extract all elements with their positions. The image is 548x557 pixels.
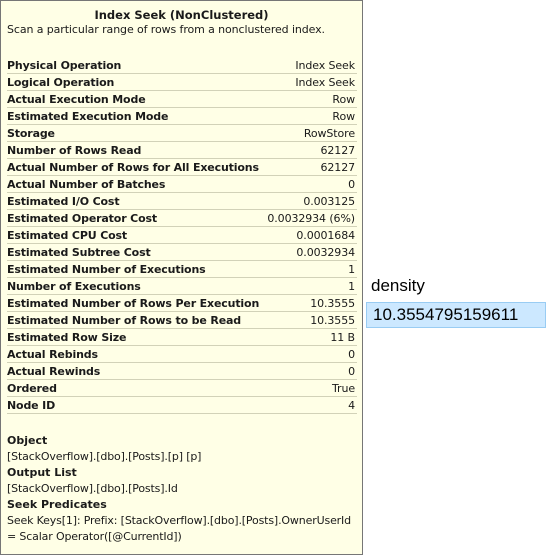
property-row [7, 329, 357, 346]
property-row [7, 227, 357, 244]
property-row [7, 244, 357, 261]
property-value: 0.0032934 (6%) [267, 211, 355, 225]
property-value: 0 [348, 347, 355, 361]
property-name: Estimated Number of Rows Per Execution [7, 296, 260, 310]
property-row [7, 57, 357, 74]
property-row [7, 278, 357, 295]
output-list-value: [StackOverflow].[dbo].[Posts].Id [7, 482, 178, 495]
property-value: 10.3555 [310, 313, 355, 327]
property-name: Logical Operation [7, 75, 115, 89]
property-row [7, 108, 357, 125]
object-section [7, 433, 362, 545]
property-value: 1 [348, 262, 355, 276]
property-name: Estimated Row Size [7, 330, 127, 344]
tooltip-title: Index Seek (NonClustered) [94, 8, 269, 22]
property-row [7, 193, 357, 210]
property-row [7, 312, 357, 329]
seek-predicates-line-2: = Scalar Operator([@CurrentId]) [7, 530, 182, 543]
property-value: Index Seek [295, 58, 355, 72]
property-row [7, 159, 357, 176]
property-name: Storage [7, 126, 55, 140]
property-name: Actual Number of Batches [7, 177, 166, 191]
property-value: Row [332, 92, 355, 106]
property-name: Physical Operation [7, 58, 122, 72]
property-value: 0 [348, 364, 355, 378]
property-value: Row [332, 109, 355, 123]
property-name: Estimated Operator Cost [7, 211, 157, 225]
property-row [7, 142, 357, 159]
property-row [7, 295, 357, 312]
density-result-cell[interactable]: 10.3554795159611 [366, 302, 546, 328]
property-row [7, 397, 357, 414]
property-row [7, 176, 357, 193]
property-row [7, 125, 357, 142]
property-row [7, 363, 357, 380]
property-value: 62127 [320, 143, 355, 157]
property-name: Number of Rows Read [7, 143, 142, 157]
properties-list [1, 57, 362, 414]
property-name: Estimated I/O Cost [7, 194, 120, 208]
object-value: [StackOverflow].[dbo].[Posts].[p] [p] [7, 450, 202, 463]
property-value: 4 [348, 398, 355, 412]
property-name: Ordered [7, 381, 57, 395]
density-column-header[interactable]: density [371, 276, 425, 295]
property-name: Estimated Subtree Cost [7, 245, 151, 259]
property-row [7, 346, 357, 363]
property-name: Actual Execution Mode [7, 92, 146, 106]
property-value: 0.0001684 [296, 228, 355, 242]
property-name: Estimated Number of Executions [7, 262, 206, 276]
output-list-label: Output List [7, 466, 77, 479]
property-row [7, 380, 357, 397]
seek-predicates-line-1: Seek Keys[1]: Prefix: [StackOverflow].[dbo].[Posts].OwnerUserId [7, 514, 351, 527]
tooltip-description: Scan a particular range of rows from a nonclustered index. [7, 23, 325, 36]
property-row [7, 91, 357, 108]
property-name: Estimated CPU Cost [7, 228, 128, 242]
property-row [7, 210, 357, 227]
property-value: RowStore [303, 126, 355, 140]
object-label: Object [7, 434, 48, 447]
property-name: Node ID [7, 398, 56, 412]
seek-predicates-label: Seek Predicates [7, 498, 107, 511]
property-name: Estimated Execution Mode [7, 109, 169, 123]
property-value: 0 [348, 177, 355, 191]
property-name: Actual Rebinds [7, 347, 98, 361]
property-value: 62127 [320, 160, 355, 174]
property-value: 1 [348, 279, 355, 293]
property-row [7, 261, 357, 278]
property-value: Index Seek [295, 75, 355, 89]
property-name: Number of Executions [7, 279, 141, 293]
property-name: Actual Number of Rows for All Executions [7, 160, 259, 174]
property-value: 0.0032934 [296, 245, 355, 259]
property-value: 10.3555 [310, 296, 355, 310]
property-name: Actual Rewinds [7, 364, 101, 378]
property-name: Estimated Number of Rows to be Read [7, 313, 242, 327]
property-value: 11 B [330, 330, 355, 344]
property-value: 0.003125 [303, 194, 355, 208]
property-row [7, 74, 357, 91]
property-value: True [332, 381, 355, 395]
